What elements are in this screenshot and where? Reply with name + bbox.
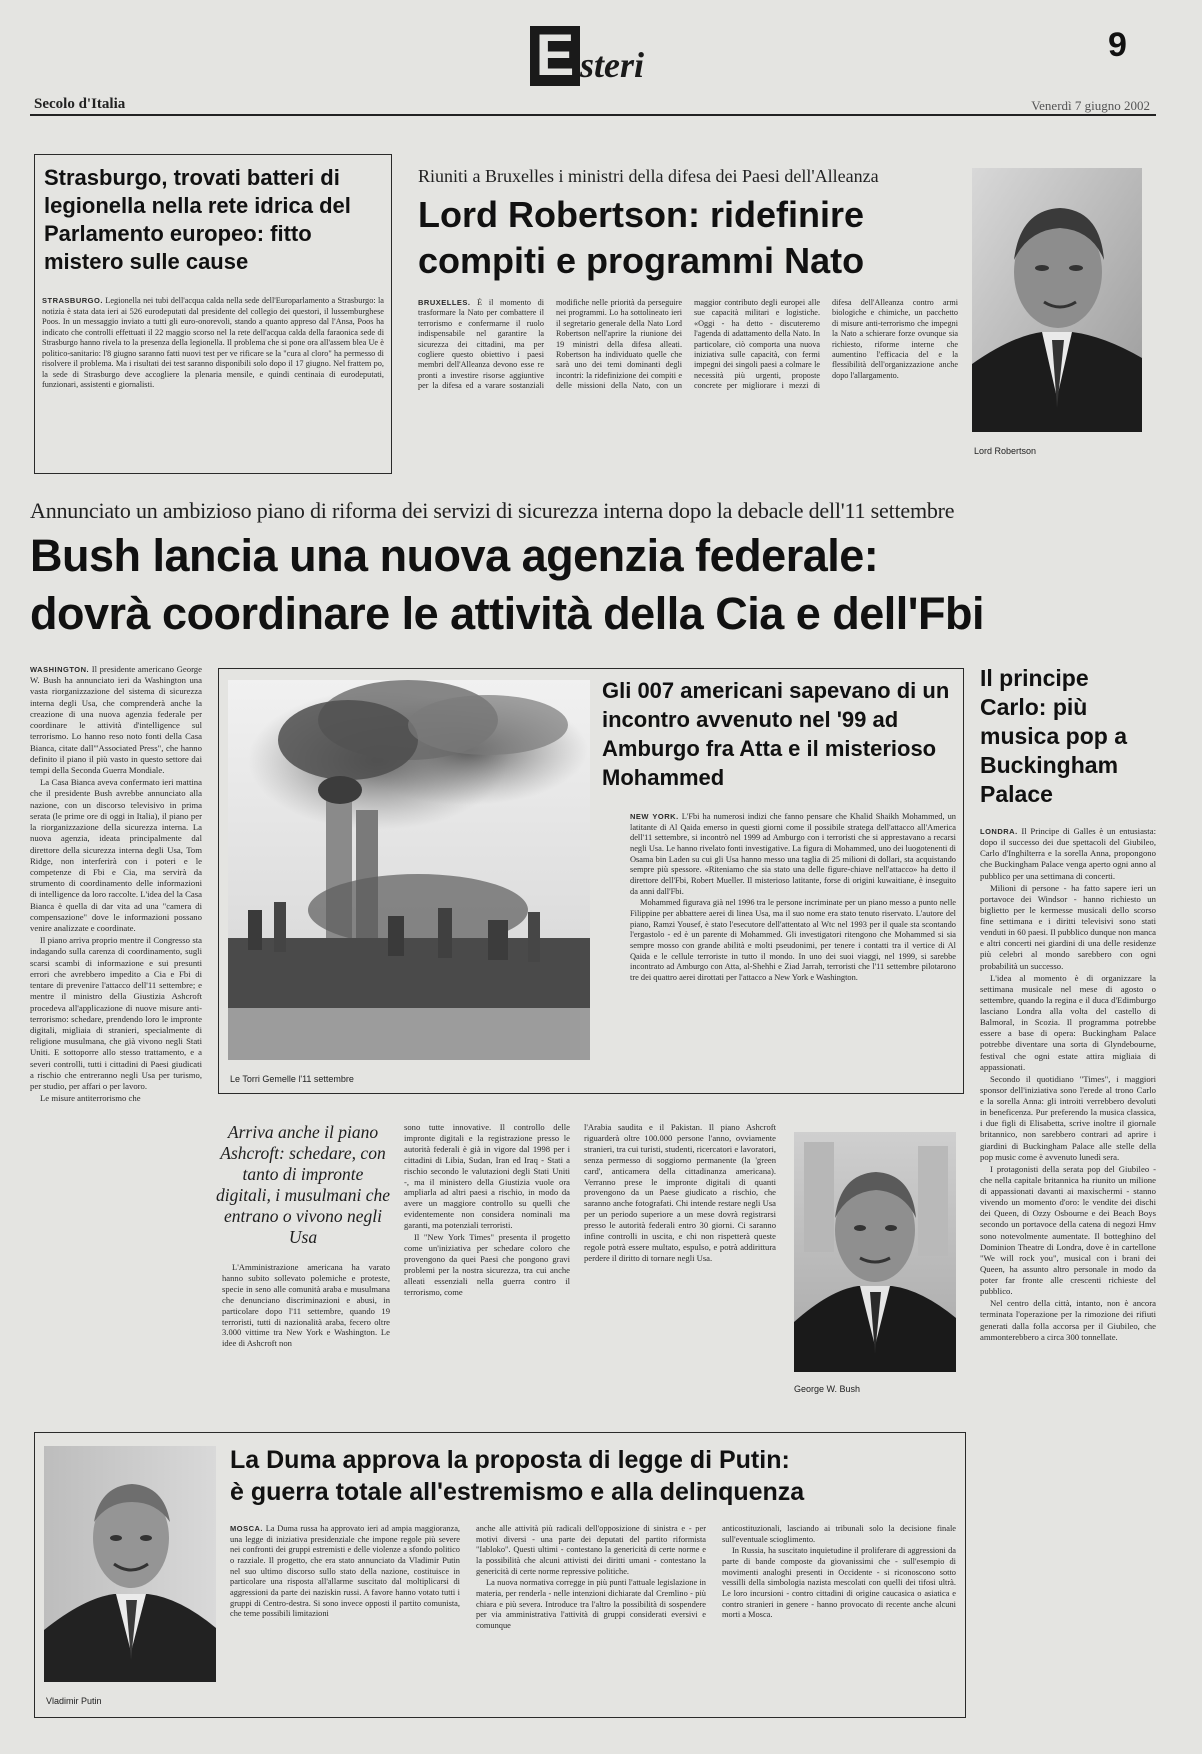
robertson-photo-caption: Lord Robertson bbox=[974, 446, 1037, 456]
bush-kicker: Annunciato un ambizioso piano di riforma dei servizi di sicurezza interna dopo la debacle dell'11 settembre bbox=[30, 498, 955, 523]
putin-col2 bbox=[476, 1524, 706, 1708]
ashcroft-col2-paragraph-2: Il "New York Times" presenta il progetto come un'iniziativa per schedare coloro che provengono da quei Paesi che pongono gravi problemi per la nostra sicurezza, tra cui anche alleati essenziali nella guerra contro il terrorismo, come bbox=[404, 1232, 570, 1297]
007-dateline: NEW YORK. bbox=[630, 812, 679, 821]
bush-photo bbox=[794, 1132, 956, 1372]
bush-photo-caption: George W. Bush bbox=[794, 1384, 861, 1394]
bush-headline-line1: Bush lancia una nuova agenzia federale: bbox=[30, 530, 879, 581]
007-body bbox=[630, 812, 956, 1088]
robertson-headline: Lord Robertson: ridefinire compiti e programmi Nato bbox=[418, 194, 865, 281]
putin-headline-line1: La Duma approva la proposta di legge di Putin: bbox=[230, 1446, 790, 1474]
paper-name: Secolo d'Italia bbox=[34, 96, 126, 112]
putin-photo bbox=[44, 1446, 216, 1682]
ashcroft-col2-paragraph-1: sono tutte innovative. Il controllo delle impronte digitali e la registrazione presso le autorità federali è già in vigore dal 1998 per i cittadini di Libia, Sudan, Iran ed Iraq - Stati a rischio secondo le valutazioni degli Stati Uniti -, ma il ministero della Giustizia vuole ora ampliarla ad altri paesi a rischio, in modo da avere un maggiore controllo su quelli che evidentemente non considera nominali ma garanti, ma potenziali terroristi. bbox=[404, 1122, 570, 1231]
bush-paragraph-4: Le misure antiterrorismo che bbox=[40, 1093, 141, 1104]
carlo-paragraph-4: Secondo il quotidiano "Times", i maggiori sponsor dell'iniziativa sono l'erede al trono Carlo e la sorella Anna: gli introiti verrebbero devoluti in beneficenza. Pur preferendo la musica classica, i due figli di Elisabetta, scrive inoltre il giornale britannico, non sarebbero contrari ad aprire i giardini di Buckingham Palace alle stelle della pop music come è avvenuto lunedì sera. bbox=[980, 1073, 1156, 1162]
carlo-paragraph-6: Nel centro della città, intanto, non è ancora terminata l'operazione per la rimozione dei rifiuti generati dalla folla accorsa per il Giubileo, che ammonterebbero a circa 300 tonnellate. bbox=[980, 1298, 1156, 1342]
ashcroft-pullquote: Arriva anche il piano Ashcroft: schedare, con tanto di impronte digitali, i musulmani che entrano o vivono negli Usa bbox=[215, 1122, 391, 1247]
putin-col2-paragraph-2: La nuova normativa corregge in più punti l'attuale legislazione in materia, per renderla - nelle intenzioni dichiarate dal Cremlino - più chiara e più severa. Introduce tra l'altro la possibilità di sospendere per via amministrativa l'attività di gruppi considerati eversivi e comunque bbox=[476, 1578, 706, 1631]
putin-headline-line2: è guerra totale all'estremismo e alla delinquenza bbox=[230, 1478, 805, 1506]
007-headline: Gli 007 americani sapevano di un incontro avvenuto nel '99 ad Amburgo fra Atta e il misterioso Mohammed bbox=[602, 678, 950, 790]
page-number: 9 bbox=[1108, 26, 1127, 64]
bush-paragraph-2: La Casa Bianca aveva confermato ieri mattina che il presidente Bush avrebbe annunciato alla nazione, con un discorso televisivo in prima serata (le prime ore di oggi in Italia), il piano per la riorganizzazione della sicurezza interna. La nuova agenzia, ideata principalmente dal direttore della sicurezza interna degli Usa, Tom Ridge, non interferirà con i poteri e le competenze di Fbi e Cia, ma servirà da strumento di coordinamento delle informazioni di intelligence da loro raccolte. L'idea del la Casa Bianca è quella di dar vita ad una "camera di compensazione" dove le informazioni possano venire analizzate e coordinate. bbox=[30, 777, 202, 934]
bush-headline-line2: dovrà coordinare le attività della Cia e dell'Fbi bbox=[30, 588, 984, 639]
strasburgo-headline: Strasburgo, trovati batteri di legionella nella rete idrica del Parlamento europeo: fitto mistero sulle cause bbox=[44, 165, 351, 274]
007-paragraph-2: Mohammed figurava già nel 1996 tra le persone incriminate per un piano messo a punto nelle Filippine per abbattere aerei di linea Usa, ma il suo nome era stato tenuto riservato. L'autore del piano, Ramzi Yousef, è stato l'esecutore dell'attentato al Wtc nel 1993 per il quale sta scontando l'ergastolo - ed è un parente di Mohammed. Gli investigatori ritengono che Mohammed si sia sempre mosso con grande abilità e molti pseudonimi, per tenere i contatti tra il vertice di Al Qaida e le cellule terroriste in tutto il mondo. In uno dei suoi viaggi, nel 1999, si sarebbe incontrato ad Amburgo con Atta, al-Shehhi e Ziad Jarrah, terroristi che l'11 settembre pilotarono tre dei quattro aerei dirottati per l'attacco a New York e Washington. bbox=[630, 898, 956, 983]
putin-dateline: MOSCA. bbox=[230, 1524, 263, 1533]
bush-paragraph-1: Il presidente americano George W. Bush ha annunciato ieri da Washington una vasta riorganizzazione del sistema di sicurezza interna degli Usa, che comprenderà anche la creazione di una nuova agenzia federale per coordinare le attività d'intelligence sul terrorismo. Lo hanno reso noto fonti della Casa Bianca, citate dall'"Associated Press", che hanno definito il piano il più vasto in questo settore dai tempi della Seconda Guerra Mondiale. bbox=[30, 664, 202, 775]
section-logo-text: steri bbox=[580, 45, 645, 85]
ashcroft-col1-paragraph: L'Amministrazione americana ha varato hanno subito sollevato polemiche e proteste, specie in seno alle comunità araba e musulmana che denunciano discriminazioni e abusi, in particolare dopo l'11 settembre, quando 19 terroristi, tutti di nazionalità araba, fecero oltre 3.000 vittime tra New York e Washington. Le idee di Ashcroft non bbox=[222, 1262, 390, 1349]
carlo-paragraph-2: Milioni di persone - ha fatto sapere ieri un portavoce dei Windsor - hanno richiesto un biglietto per le kermesse musicali dello scorso fine settimana e i diritti televisivi sono stati venduti in 60 paesi. Il pubblico dunque non manca e altri concerti nei giardini di una delle residenze più celebri al mondo sarebbero con ogni probabilità un successo. bbox=[980, 882, 1156, 971]
putin-col3 bbox=[722, 1524, 956, 1708]
twin-towers-caption: Le Torri Gemelle l'11 settembre bbox=[230, 1074, 354, 1084]
section-logo-initial: E bbox=[530, 26, 580, 86]
carlo-headline: Il principe Carlo: più musica pop a Buckingham Palace bbox=[980, 665, 1127, 807]
robertson-paragraph: È il momento di trasformare la Nato per combattere il terrorismo e confermarne il ruolo indispensabile nel garantire la sicurezza dei cittadini, ma per cogliere questo obiettivo i paesi membri dell'Alleanza devono esse re pronti a investire risorse aggiuntive per la difesa ed a varare sostanziali modifiche nelle priorità da perseguire nei programmi. Lo ha sottolineato ieri il segretario generale della Nato Lord Robertson nell'aprire la riunione dei 19 ministri della difesa alleati. Robertson ha individuato quelle che sarà uno dei temi dominanti degli incontri: la ridefinizione dei compiti e delle missioni della Nato, con un maggior contributo degli europei alle sue capacità militari e logistiche. «Oggi - ha detto - discuteremo l'agenda di adattamento della Nato. In particolare, ciò comporta una nuova iniziativa sulle capacità, con fermi impegni dei singoli paesi a colmare le necessità più urgenti, proposte concrete per migliorare i mezzi di difesa dell'Alleanza contro armi biologiche e chimiche, un pacchetto di misure anti-terrorismo che impegni la Nato a schierare forze ovunque sia richiesto, riforme interne che aumentino l'efficacia del e la flessibilità dell'organizzazione anche dopo l'allargamento. bbox=[418, 298, 958, 391]
bush-dateline: WASHINGTON. bbox=[30, 665, 90, 674]
bush-paragraph-3: Il piano arriva proprio mentre il Congresso sta indagando sulla carenza di coordinamento, sugli scarsi scambi di informazione e sui presunti errori che avrebbero impedito a Cia e Fbi di tentare di prevenire l'attacco dell'11 settembre; e mentre il ministro della Giustizia Ashcroft procedeva all'applicazione di nuove misure anti-terrorismo: schedare, prendendo loro le impronte digitali, migliaia di stranieri, specialmente di religione musulmana, che già vivono negli Stati Uniti. E sottoporre allo stesso trattamento, e a severi controlli, tutti i cittadini di Paesi giudicati a rischio che entreranno negli Usa per turismo, per studio, per affari o per lavoro. bbox=[30, 935, 202, 1092]
ashcroft-col1 bbox=[222, 1262, 390, 1402]
carlo-paragraph-1: Il Principe di Galles è un entusiasta: dopo il successo dei due spettacoli del Giubileo, Carlo d'Inghilterra e la sorella Anna, propongono che Buckingham Palace venga aperto ogni anno al pubblico per una settimana di concerti. bbox=[980, 826, 1156, 881]
strasburgo-body bbox=[42, 296, 384, 468]
robertson-body bbox=[418, 298, 958, 458]
robertson-photo bbox=[972, 168, 1142, 432]
strasburgo-dateline: STRASBURGO. bbox=[42, 296, 103, 305]
bush-body bbox=[30, 664, 202, 1404]
masthead-rule bbox=[30, 114, 1156, 116]
putin-col3-paragraph-2: In Russia, ha suscitato inquietudine il proliferare di aggressioni da parte di bande composte da giovanissimi che - sull'esempio di movimenti analoghi presenti in Occidente - si riconoscono sotto vessilli della simbologia nazista mescolati con quelli dei tifosi ultrà. Le loro incursioni - contro cittadini di origine caucasica o asiatica e contro stranieri in genere - hanno provocato di recente anche alcuni morti a Mosca. bbox=[722, 1546, 956, 1620]
section-logo bbox=[530, 23, 670, 90]
robertson-kicker: Riuniti a Bruxelles i ministri della difesa dei Paesi dell'Alleanza bbox=[418, 166, 879, 186]
putin-col1-paragraph: La Duma russa ha approvato ieri ad ampia maggioranza, una legge di iniziativa presidenziale che impone regole più severe nei confronti dei gruppi estremisti e delle violenze a sfondo politico o razziale. Il progetto, che era stato annunciato da Vladimir Putin nel suo ultimo discorso sullo stato della nazione, costituisce in particolare una risposta all'allarme suscitato dal moltiplicarsi di aggressioni da parte dei naziskin russi. A favore hanno votato tutti i gruppi di Centro-destra. Si sono invece opposti il partito comunista, che teme possibili limitazioni bbox=[230, 1524, 460, 1619]
putin-col2-paragraph-1: anche alle attività più radicali dell'opposizione di sinistra e - per motivi diversi - una parte dei deputati del partito riformista "Iabloko". Questi ultimi - contestano la genericità di certe norme e la possibilità che alcuni attivisti dei diritti umani - contestano la genericità di certe norme repressive politiche. bbox=[476, 1524, 706, 1576]
ashcroft-col3-paragraph: l'Arabia saudita e il Pakistan. Il piano Ashcroft riguarderà oltre 100.000 persone l'anno, ovviamente stranieri, tra cui turisti, studenti, ricercatori e lavoratori, senza permesso di soggiorno permanente (la 'green card', anticamera della cittadinanza americana). Verranno prese le impronte digitali di quanti provengono da un Paese giudicato a rischio, che saranno anche fotografati. Chi intende restare negli Usa per un periodo superiore a un mese dovrà registrarsi presso le autorità federali entro 30 giorni. Ci saranno infine controlli in uscita, e chi non rispetterà queste regole potrà essere multato, espulso, e potrà addirittura perdere il diritto di tornare negli Usa. bbox=[584, 1122, 776, 1263]
issue-date: Venerdì 7 giugno 2002 bbox=[1031, 98, 1150, 113]
carlo-paragraph-3: L'idea al momento è di organizzare la settimana musicale nel mese di agosto o settembre, quando la regina e il duca d'Edimburgo lasciano Londra alla volta del castello di Balmoral, in Scozia. Il programma potrebbe essere a base di opera: Buckingham Palace potrebbe diventare una sorta di Glyndebourne, festival che ogni estate attira migliaia di appassionati. bbox=[980, 972, 1156, 1072]
robertson-dateline: BRUXELLES. bbox=[418, 298, 471, 307]
carlo-dateline: LONDRA. bbox=[980, 827, 1018, 836]
putin-photo-caption: Vladimir Putin bbox=[46, 1696, 102, 1706]
putin-col3-paragraph-1: anticostituzionali, lasciando ai tribunali solo la decisione finale sull'eventuale scioglimento. bbox=[722, 1524, 956, 1544]
ashcroft-col3 bbox=[584, 1122, 776, 1402]
twin-towers-photo bbox=[228, 680, 590, 1060]
putin-col1 bbox=[230, 1524, 460, 1708]
carlo-paragraph-5: I protagonisti della serata pop del Giubileo - che nella capitale britannica ha riunito un milione di appassionati davanti ai maxischermi - stanno vivendo un momento d'oro: le vendite dei dischi dei Queen, di Ozzy Osbourne e dei Beach Boys secondo un portavoce della catena di negozi Hmv sono notevolmente aumentate. Il botteghino del Dominion Theatre di Londra, dove è in cartellone "We will rock you", musical con i brani dei Queen, ha assunto altro personale in modo da poter far fronte alle crescenti richieste del pubblico. bbox=[980, 1163, 1156, 1297]
007-paragraph-1: L'Fbi ha numerosi indizi che fanno pensare che Khalid Shaikh Mohammed, un latitante di Al Qaida emerso in questi giorni come il possibile stratega dell'attacco all'America dell'11 settembre, si incontrò nel 1999 ad Amburgo con i terroristi che si apprestavano a recarsi negli Usa. Le hanno rivelato fonti investigative. La figura di Mohammed, uno dei luogotenenti di Osama bin Laden su cui gli Usa hanno messo una taglia di 25 milioni di dollari, sta acquistando sempre più spessore. «Riteniamo che sia stato una delle figure-chiave nell'attacco» ha detto il direttore dell'Fbi, Robert Mueller. Il misterioso latitante, forse di origini kuwaitiane, è inseguito da anni dall'Fbi. bbox=[630, 812, 956, 896]
strasburgo-paragraph: Legionella nei tubi dell'acqua calda nella sede dell'Europarlamento a Strasburgo: la notizia è stata data ieri ai 526 eurodeputati dal presidente del collegio dei questori, il lussemburghese Poos. In un messaggio inviato a tutti gli euro-onorevoli, stando a quanto appreso dal l'Ansa, Poos ha indicato che controlli effettuati il 22 maggio scorso nel la rete dell'acqua calda della faraonica sede di Strasburgo hanno rivela to la presenza della legionella. Il problema che si pone ora all'assem blea Ue è politico-sanitario: l'8 giugno saranno fatti nuovi test per ve rificare se la "cura al cloro" ha permesso di risolvere il problema. Ma i risultati dei test saranno disponibili solo dopo il 17 giugno. Nel frattem po, la sede di Strasburgo deve accogliere la plenaria mensile, e quindi centinaia di eurodeputati, funzionari, assistenti e giornalisti. bbox=[42, 296, 384, 390]
ashcroft-col2 bbox=[404, 1122, 570, 1402]
carlo-body bbox=[980, 826, 1156, 1726]
